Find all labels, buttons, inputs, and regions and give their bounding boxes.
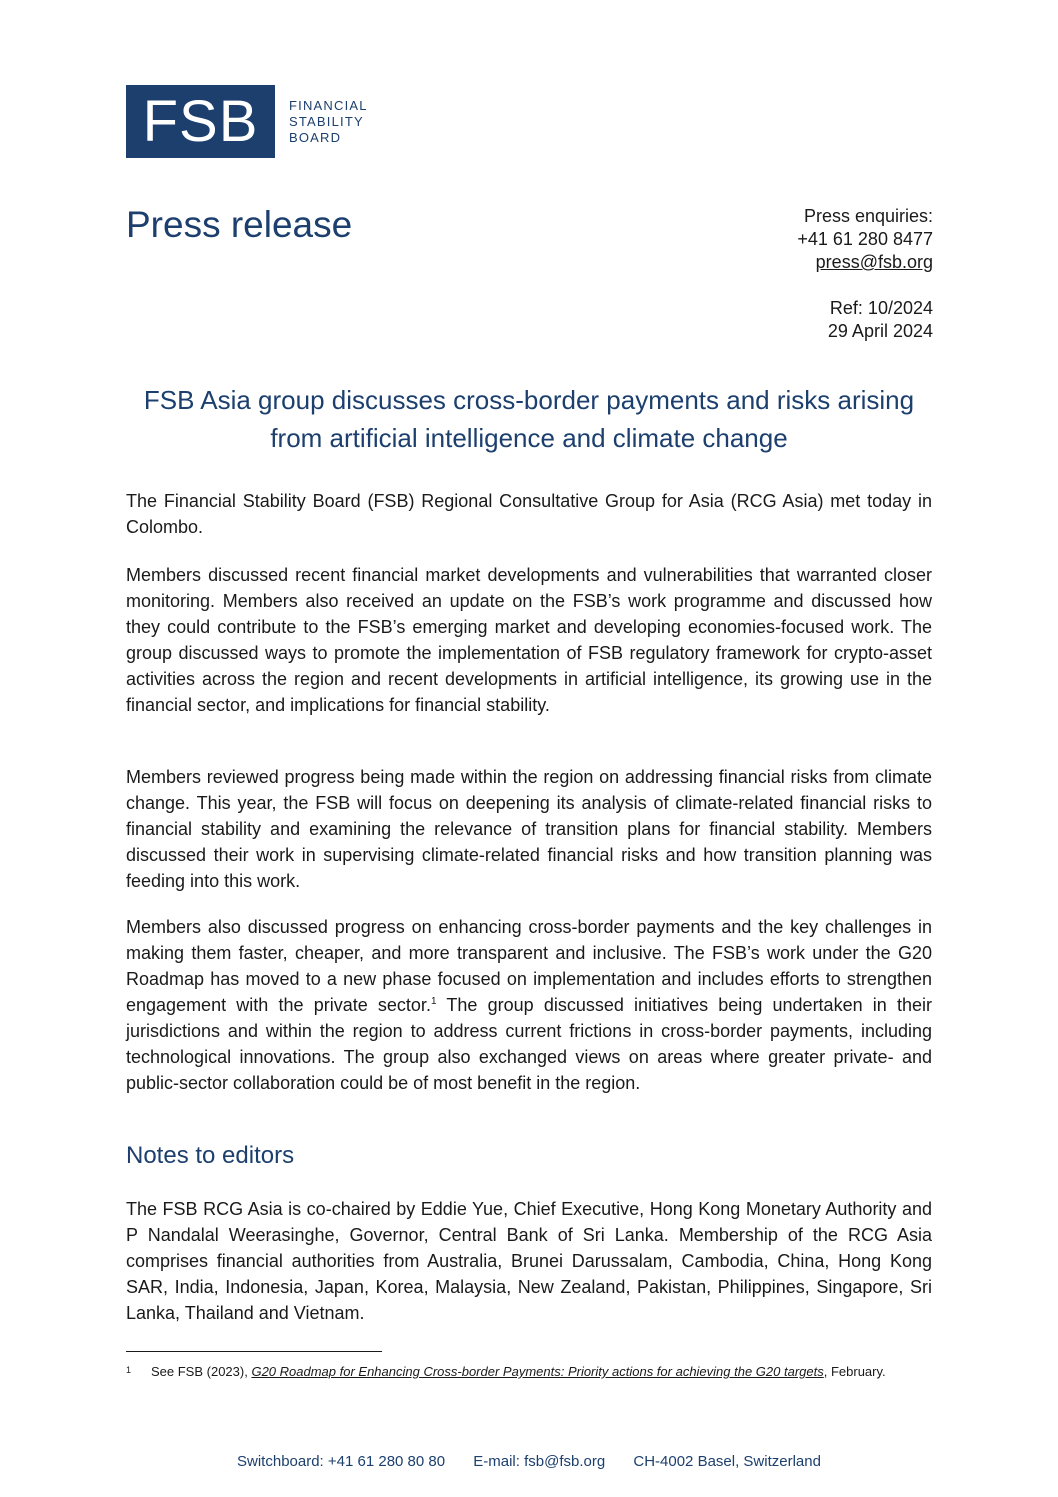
- footer-address: CH-4002 Basel, Switzerland: [633, 1453, 821, 1470]
- footnote-prefix: See FSB (2023),: [151, 1364, 252, 1379]
- logo-abbreviation: FSB: [126, 85, 275, 158]
- footnote-divider: [126, 1351, 382, 1352]
- reference-number: Ref: 10/2024: [829, 298, 933, 318]
- fsb-logo: [126, 85, 368, 158]
- headline: FSB Asia group discusses cross-border payments and risks arising from artificial intelligence and climate change: [143, 385, 915, 453]
- notes-text: The FSB RCG Asia is co-chaired by Eddie Yue, Chief Executive, Hong Kong Monetary Authority and P Nandalal Weerasinghe, Governor, Central Bank of Sri Lanka. Membership of the RCG Asia comprises financial authorities from Australia, Brunei Darussalam, Cambodia, China, Hong Kong SAR, India, Indonesia, Japan, Korea, Malaysia, New Zealand, Pakistan, Philippines, Singapore, Sri Lanka, Thailand and Vietnam.: [126, 1199, 932, 1323]
- page-footer: [0, 1453, 1058, 1470]
- page-title: Press release: [126, 204, 353, 245]
- press-contact: [797, 205, 933, 274]
- paragraph-cross-border-payments: [126, 914, 932, 1096]
- footnote-suffix: , February.: [823, 1364, 886, 1379]
- paragraph-intro: The Financial Stability Board (FSB) Regional Consultative Group for Asia (RCG Asia) met today in Colombo.: [126, 491, 932, 537]
- footnote-number: 1: [126, 1365, 132, 1375]
- footnote-reference[interactable]: 1: [430, 996, 437, 1007]
- footer-email[interactable]: E-mail: fsb@fsb.org: [473, 1453, 606, 1470]
- paragraph-part-1: Members also discussed progress on enhancing cross-border payments and the key challenges in making them faster, cheaper, and more transparent and inclusive. The FSB’s work under the G20 Roadmap has moved to a new phase focused on implementation and includes efforts to strengthen engagement with the private sector.: [126, 917, 932, 1015]
- notes-heading: Notes to editors: [126, 1142, 295, 1169]
- press-enquiries-label: Press enquiries:: [803, 206, 933, 226]
- paragraph-climate: Members reviewed progress being made within the region on addressing financial risks from climate change. This year, the FSB will focus on deepening its analysis of climate-related financial risks to financial stability and examining the relevance of transition plans for financial stability. Members discussed their work in supervising climate-related financial risks and how transition planning was feeding into this work.: [126, 767, 932, 891]
- footnote-link[interactable]: G20 Roadmap for Enhancing Cross-border Payments: Priority actions for achieving the G20 targets: [251, 1364, 824, 1379]
- logo-line-financial: FINANCIAL: [289, 97, 368, 113]
- footnote-text: [151, 1363, 932, 1381]
- logo-wordmark: [289, 98, 368, 146]
- paragraph-part-2: The group discussed initiatives being undertaken in their jurisdictions and within the region to address current frictions in cross-border payments, including technological innovations. The group also exchanged views on areas where greater private- and public-sector collaboration could be of most benefit in the region.: [126, 995, 933, 1093]
- logo-line-stability: STABILITY: [289, 113, 364, 129]
- reference-block: [828, 297, 933, 343]
- press-email-link[interactable]: press@fsb.org: [815, 252, 933, 272]
- footnote: [126, 1363, 932, 1381]
- release-date: 29 April 2024: [827, 321, 933, 341]
- logo-line-board: BOARD: [289, 129, 342, 145]
- footer-switchboard: Switchboard: +41 61 280 80 80: [237, 1453, 446, 1470]
- paragraph-market-developments: Members discussed recent financial market developments and vulnerabilities that warranted closer monitoring. Members also received an update on the FSB’s work programme and discussed how they could contribute to the FSB’s emerging market and developing economies-focused work. The group discussed ways to promote the implementation of FSB regulatory framework for crypto-asset activities across the region and recent developments in artificial intelligence, its growing use in the financial sector, and implications for financial stability.: [126, 565, 932, 715]
- press-phone: +41 61 280 8477: [797, 229, 933, 249]
